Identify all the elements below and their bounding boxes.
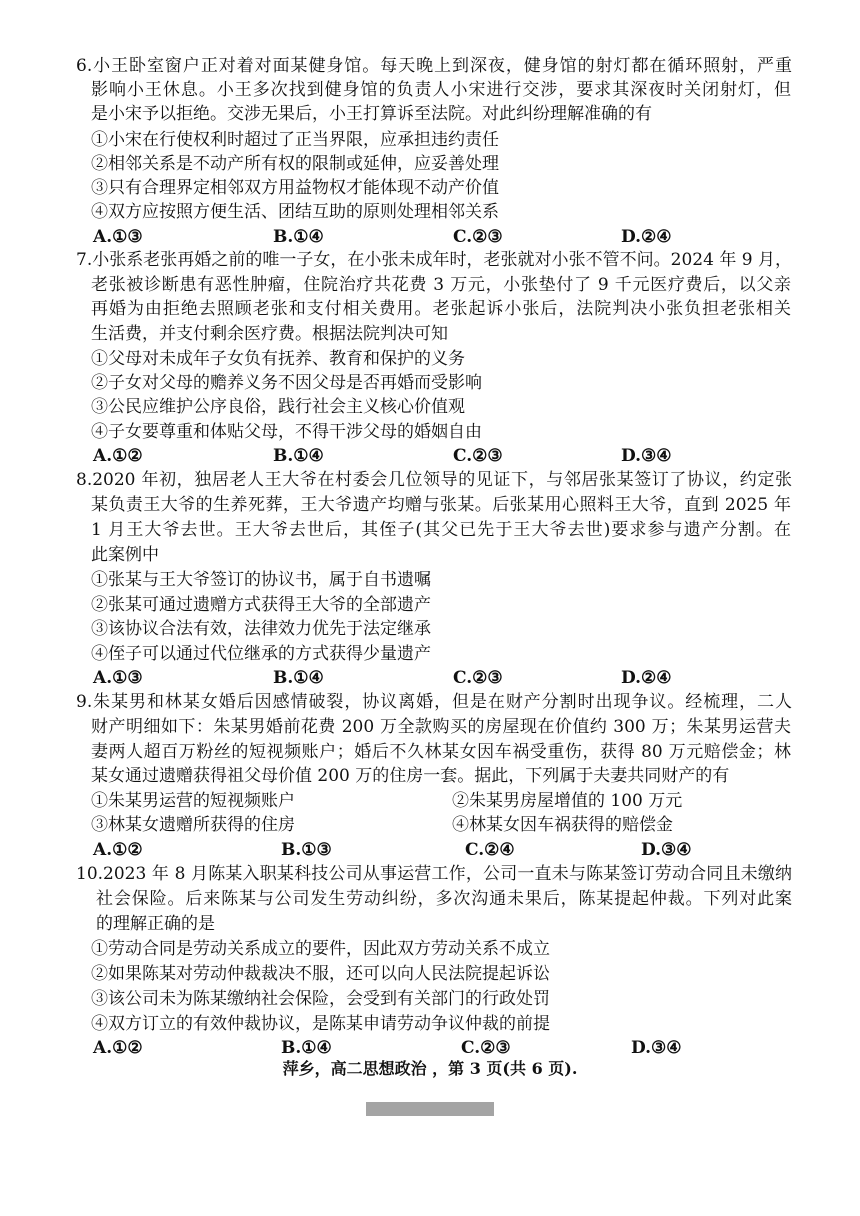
- question-text-line: 影响小王休息。小王多次找到健身馆的负责人小宋进行交涉，要求其深夜时关闭射灯，但: [91, 80, 791, 100]
- choice-c: C.②③: [461, 1038, 511, 1058]
- option-statement: ④侄子可以通过代位继承的方式获得少量遗产: [91, 644, 431, 664]
- question-text-line: 7.小张系老张再婚之前的唯一子女，在小张未成年时，老张就对小张不管不问。2024 年 9 月，: [76, 250, 792, 270]
- option-statement: ①劳动合同是劳动关系成立的要件，因此双方劳动关系不成立: [91, 939, 550, 959]
- option-statement: ③该协议合法有效，法律效力优先于法定继承: [91, 619, 431, 639]
- option-statement: ③公民应维护公序良俗，践行社会主义核心价值观: [91, 397, 465, 417]
- answer-choices: [93, 1036, 793, 1060]
- question-text-line: 9.朱某男和林某女婚后因感情破裂，协议离婚，但是在财产分割时出现争议。经梳理，二人: [76, 692, 792, 712]
- option-statement: ①张某与王大爷签订的协议书，属于自书遗嘱: [91, 570, 431, 590]
- choice-c: C.②③: [453, 668, 503, 688]
- choice-b: B.①④: [273, 668, 324, 688]
- option-statement: ①小宋在行使权利时超过了正当界限，应承担违约责任: [91, 130, 499, 150]
- question-text-line: 生活费，并支付剩余医疗费。根据法院判决可知: [91, 324, 448, 344]
- choice-a: A.①③: [93, 668, 143, 688]
- option-statement: ④双方应按照方便生活、团结互助的原则处理相邻关系: [91, 202, 499, 222]
- option-statement: ③只有合理界定相邻双方用益物权才能体现不动产价值: [91, 178, 499, 198]
- option-statement: ②如果陈某对劳动仲裁裁决不服，还可以向人民法院提起诉讼: [91, 964, 550, 984]
- option-statement: ③该公司未为陈某缴纳社会保险，会受到有关部门的行政处罚: [91, 989, 550, 1009]
- answer-choices: [93, 666, 793, 690]
- choice-a: A.①③: [93, 227, 143, 247]
- question-text-line: 6.小王卧室窗户正对着对面某健身馆。每天晚上到深夜，健身馆的射灯都在循环照射，严重: [76, 56, 792, 76]
- choice-b: B.①④: [281, 1038, 332, 1058]
- answer-choices: [93, 444, 793, 468]
- option-statement: ④林某女因车祸获得的赔偿金: [452, 815, 673, 835]
- choice-a: A.①②: [93, 840, 143, 860]
- question-text-line: 10.2023 年 8 月陈某入职某科技公司从事运营工作，公司一直未与陈某签订劳动合同且未缴纳: [76, 864, 792, 884]
- choice-c: C.②④: [465, 840, 515, 860]
- question-text-line: 老张被诊断患有恶性肿瘤，住院治疗共花费 3 万元，小张垫付了 9 千元医疗费后，以父亲: [91, 275, 791, 295]
- answer-choices: [93, 838, 793, 862]
- question-text-line: 某女通过遗赠获得祖父母价值 200 万的住房一套。据此，下列属于夫妻共同财产的有: [91, 766, 730, 786]
- question-text-line: 社会保险。后来陈某与公司发生劳动纠纷，多次沟通未果后，陈某提起仲裁。下列对此案: [96, 889, 792, 909]
- question-text-line: 财产明细如下：朱某男婚前花费 200 万全款购买的房屋现在价值约 300 万；朱某男运营夫: [91, 717, 791, 737]
- option-statement: ③林某女遗赠所获得的住房: [91, 815, 295, 835]
- choice-d: D.③④: [641, 840, 692, 860]
- choice-b: B.①③: [281, 840, 332, 860]
- option-statement: ②朱某男房屋增值的 100 万元: [452, 791, 683, 811]
- option-statement: ②相邻关系是不动产所有权的限制或延伸，应妥善处理: [91, 154, 499, 174]
- choice-c: C.②③: [453, 446, 503, 466]
- choice-b: B.①④: [273, 227, 324, 247]
- question-text-line: 妻两人超百万粉丝的短视频账户；婚后不久林某女因车祸受重伤，获得 80 万元赔偿金；林: [91, 742, 791, 762]
- question-text-line: 是小宋予以拒绝。交涉无果后，小王打算诉至法院。对此纠纷理解准确的有: [91, 104, 652, 124]
- question-text-line: 的理解正确的是: [96, 914, 215, 934]
- option-statement: ④双方订立的有效仲裁协议，是陈某申请劳动争议仲裁的前提: [91, 1014, 550, 1034]
- choice-c: C.②③: [453, 227, 503, 247]
- question-text-line: 8.2020 年初，独居老人王大爷在村委会几位领导的见证下，与邻居张某签订了协议，约定张: [76, 470, 792, 490]
- choice-d: D.②④: [621, 668, 672, 688]
- choice-d: D.③④: [621, 446, 672, 466]
- choice-d: D.②④: [621, 227, 672, 247]
- option-statement: ④子女要尊重和体贴父母，不得干涉父母的婚姻自由: [91, 422, 482, 442]
- question-text-line: 再婚为由拒绝去照顾老张和支付相关费用。老张起诉小张后，法院判决小张负担老张相关: [91, 299, 791, 319]
- question-text-line: 1 月王大爷去世。王大爷去世后，其侄子(其父已先于王大爷去世)要求参与遗产分割。在: [91, 520, 791, 540]
- choice-b: B.①④: [273, 446, 324, 466]
- choice-a: A.①②: [93, 446, 143, 466]
- question-text-line: 某负责王大爷的生养死葬，王大爷遗产均赠与张某。后张某用心照料王大爷，直到 2025 年: [91, 495, 791, 515]
- question-text-line: 此案例中: [91, 545, 159, 565]
- option-statement: ①朱某男运营的短视频账户: [91, 791, 295, 811]
- page-footer: 萍乡，高二思想政治 ，第 3 页(共 6 页).: [282, 1059, 578, 1078]
- option-statement: ①父母对未成年子女负有抚养、教育和保护的义务: [91, 349, 465, 369]
- option-statement: ②子女对父母的赡养义务不因父母是否再婚而受影响: [91, 373, 482, 393]
- option-statement: ②张某可通过遗赠方式获得王大爷的全部遗产: [91, 595, 431, 615]
- scan-mark-bar: [366, 1102, 494, 1116]
- choice-a: A.①②: [93, 1038, 143, 1058]
- choice-d: D.③④: [631, 1038, 682, 1058]
- answer-choices: [93, 225, 793, 249]
